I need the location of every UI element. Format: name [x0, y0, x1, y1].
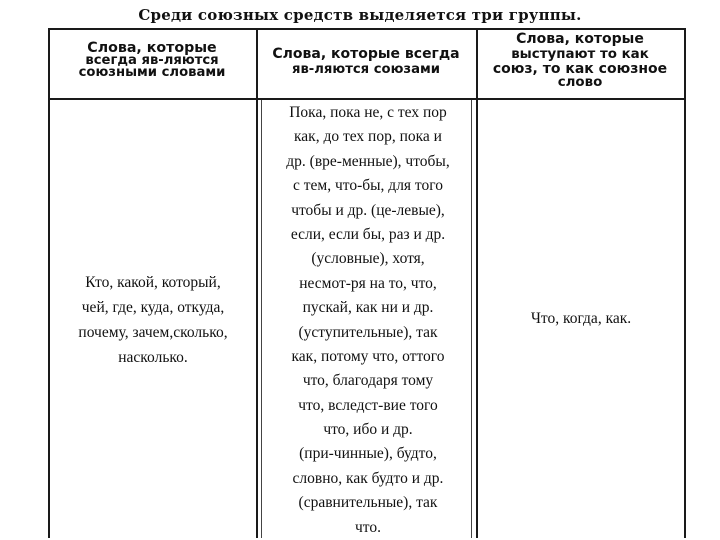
cell-line: как, потому что, оттого — [291, 347, 445, 365]
header-line: союзными словами — [78, 65, 226, 80]
cell-line: др. (вре-менные), чтобы, — [286, 152, 450, 170]
header-line: Слова, которые — [87, 40, 217, 56]
header-line: Слова, которые всегда — [272, 46, 460, 62]
header-line: Слова, которые — [516, 31, 644, 47]
cell-line: если, если бы, раз и др. — [290, 225, 446, 243]
table-right-border — [684, 28, 686, 538]
cell-line: Пока, пока не, с тех пор — [289, 104, 447, 121]
cell-line: (сравнительные), так — [298, 494, 438, 512]
header-col-conjunctions — [258, 47, 474, 77]
cell-line: словно, как будто и др. — [292, 469, 444, 487]
header-line: выступают то как — [511, 47, 649, 62]
cell-line: Кто, какой, который, — [85, 274, 221, 291]
header-line: всегда яв-ляются — [85, 52, 219, 68]
cell-line: (уступительные), так — [298, 323, 438, 341]
cell-line: что. — [355, 518, 381, 536]
cell-line: Что, когда, как. — [530, 310, 632, 327]
page-title: Среди союзных средств выделяется три группы. — [138, 6, 582, 24]
cell-line: что, ибо и др. — [323, 421, 413, 439]
header-col-both — [478, 32, 682, 89]
header-divider — [48, 98, 686, 100]
cell-both — [478, 307, 684, 331]
cell-conjunctions — [260, 101, 476, 540]
column-divider-1 — [256, 28, 258, 538]
cell-conjunctive-words — [50, 270, 256, 370]
cell-line: чей, где, куда, откуда, — [81, 299, 225, 316]
cell-line: что, благодаря тому — [302, 372, 434, 390]
cell-line: как, до тех пор, пока и — [294, 128, 442, 146]
header-line: слово — [557, 75, 603, 90]
cell-line: почему, зачем,сколько, — [78, 324, 228, 341]
cell-line: (при-чинные), будто, — [299, 445, 437, 463]
cell-line: (условные), хотя, — [311, 250, 425, 268]
header-line: союз, то как союзное — [492, 61, 668, 77]
header-col-conjunctive-words — [52, 42, 252, 80]
column-divider-2 — [476, 28, 478, 538]
cell-line: несмот-ря на то, что, — [299, 274, 437, 292]
table-top-border — [48, 28, 686, 30]
cell-line: с тем, что-бы, для того — [293, 177, 443, 195]
cell-line: насколько. — [118, 349, 188, 366]
cell-line: пускай, как ни и др. — [302, 299, 434, 317]
cell-line: чтобы и др. (це-левые), — [291, 201, 445, 219]
header-line: яв-ляются союзами — [291, 62, 441, 77]
cell-line: что, вследст-вие того — [298, 396, 438, 414]
